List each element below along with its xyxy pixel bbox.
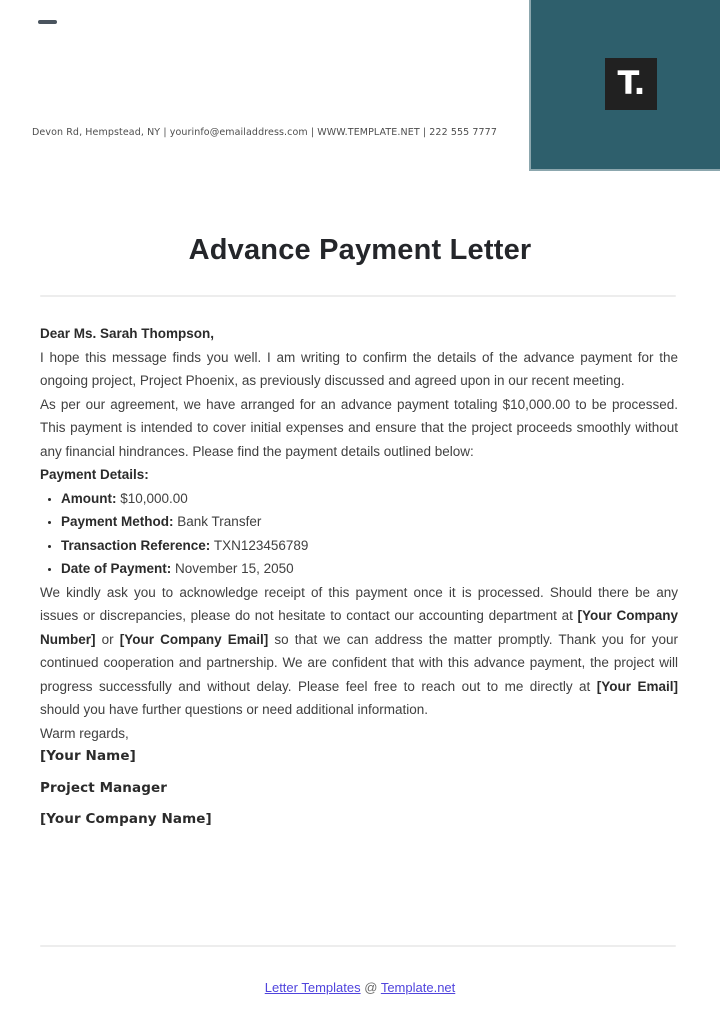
footer <box>0 980 720 995</box>
template-net-logo <box>605 58 657 110</box>
page-title: Advance Payment Letter <box>188 234 532 266</box>
list-item-payment-method <box>61 510 678 534</box>
logo-letter-icon: T. <box>617 63 645 102</box>
list-item-amount <box>61 487 678 511</box>
detail-value: Bank Transfer <box>177 514 262 529</box>
footer-divider <box>40 945 676 947</box>
list-item-date-of-payment <box>61 557 678 581</box>
letter-body <box>40 322 678 832</box>
paragraph-acknowledgement: We kindly ask you to acknowledge receipt of this payment once it is processed. Should there be any issues or discrepancies, please do not hesitate to contact our accounting department at [Your Company Number] or [Your Company Email] so that we can address the matter promptly. Thank you for your continued cooperation and partnership. We are confident that with this advance payment, the project will progress successfully and without delay. Please feel free to reach out to me directly at [Your Email] should you have further questions or need additional information. <box>40 584 678 717</box>
signature-company: [Your Company Name] <box>40 811 212 827</box>
closing-line: Warm regards, <box>40 725 129 741</box>
paragraph-agreement: As per our agreement, we have arranged for an advance payment totaling $10,000.00 to be processed. This payment is intended to cover initial expenses and ensure that the project proceeds smoothly without any financial hindrances. Please find the payment details outlined below: <box>40 396 678 459</box>
salutation: Dear Ms. Sarah Thompson, <box>40 326 215 341</box>
detail-label: Transaction Reference: <box>61 537 211 553</box>
detail-label: Date of Payment: <box>61 561 172 576</box>
payment-details-list <box>40 487 678 581</box>
title-divider <box>40 295 676 297</box>
dash-mark-icon <box>38 20 57 24</box>
footer-separator: @ <box>364 980 378 995</box>
detail-value: $10,000.00 <box>120 490 188 506</box>
brand-color-band <box>529 0 720 171</box>
detail-label: Payment Method: <box>61 514 174 529</box>
list-item-transaction-reference <box>61 534 678 558</box>
payment-details-heading: Payment Details: <box>40 467 149 482</box>
detail-label: Amount: <box>61 490 117 506</box>
paragraph-intro: I hope this message finds you well. I am writing to confirm the details of the advance payment for the ongoing project, Project Phoenix, as previously discussed and agreed upon in our recent meeting. <box>40 349 678 388</box>
detail-value: November 15, 2050 <box>175 561 294 576</box>
signature-name: [Your Name] <box>40 748 136 764</box>
letter-templates-link[interactable]: Letter Templates <box>264 980 361 995</box>
signature-title: Project Manager <box>40 779 168 796</box>
header-contact-line: Devon Rd, Hempstead, NY | yourinfo@emailaddress.com | WWW.TEMPLATE.NET | 222 555 7777 <box>32 127 497 138</box>
template-net-link[interactable]: Template.net <box>380 980 456 995</box>
detail-value: TXN123456789 <box>213 537 309 553</box>
